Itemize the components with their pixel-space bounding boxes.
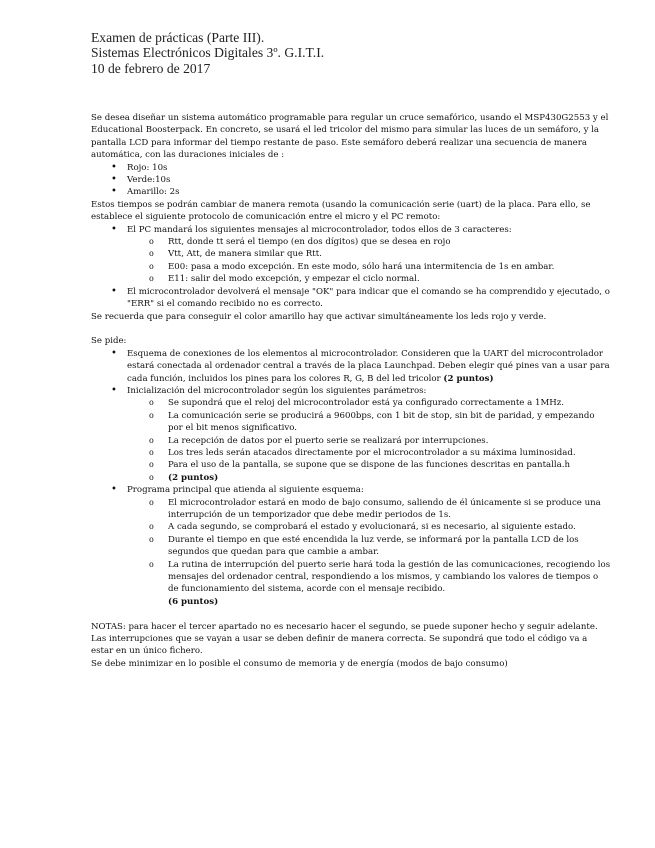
message-item: o Rtt, donde tt será el tiempo (en dos dígitos) que se desea en rojo (91, 236, 611, 248)
task-1-points: (2 puntos) (443, 373, 494, 384)
exam-title: Examen de prácticas (Parte III). (91, 30, 265, 45)
protocol-pc-text: El PC mandará los siguientes mensajes al microcontrolador, todos ellos de 3 caracteres: (127, 224, 512, 235)
reminder-paragraph: Se recuerda que para conseguir el color amarillo hay que activar simultáneamente los leds rojo y verde. (91, 311, 547, 322)
exam-body (91, 112, 611, 670)
notes-paragraph: NOTAS: para hacer el tercer apartado no es necesario hacer el segundo, se puede suponer hecho y seguir adelante. Las interrupciones que se vayan a usar se deben definir de manera correcta. Se supondrá que todo el código va a estar en un único fichero. (91, 621, 598, 657)
task-2-sub-item: o Para el uso de la pantalla, se supone que se dispone de las funciones descritas en pantalla.h (91, 459, 611, 471)
task-2-points: (2 puntos) (168, 472, 219, 483)
protocol-intro: Estos tiempos se podrán cambiar de manera remota (usando la comunicación serie (uart) de la placa. Para ello, se establece el siguiente protocolo de comunicación entre el micro y el PC remoto: (91, 199, 591, 223)
message-item: o E11: salir del modo excepción, y empezar el ciclo normal. (91, 273, 611, 285)
final-paragraph: Se debe minimizar en lo posible el consumo de memoria y de energía (modos de bajo consumo) (91, 658, 508, 669)
task-3-sub-item: o El microcontrolador estará en modo de bajo consumo, saliendo de él únicamente si se produce una interrupción de un temporizador que debe medir periodos de 1s. (91, 497, 611, 522)
task-2-sub-item: o La recepción de datos por el puerto serie se realizará por interrupciones. (91, 435, 611, 447)
task-1-text: Esquema de conexiones de los elementos al microcontrolador. Consideren que la UART del microcontrolador estará conectada al ordenador central a través de la placa Launchpad. Deben elegir qué pines van a usar para cada función, incluidos los pines para los colores R, G, B del led tricolor (127, 348, 610, 384)
task-2-points-item (91, 472, 611, 484)
task-2-text: Inicialización del microcontrolador según los siguientes parámetros: (127, 385, 427, 396)
task-item-2 (91, 385, 611, 484)
task-3-text: Programa principal que atienda al siguiente esquema: (127, 485, 364, 496)
protocol-micro-item: • El microcontrolador devolverá el mensaje "OK" para indicar que el comando se ha comprendido y ejecutado, o "ERR" si el comando recibido no es correcto. (91, 286, 611, 311)
message-item: o Vtt, Att, de manera similar que Rtt. (91, 248, 611, 260)
task-3-sub-item-last (91, 559, 611, 609)
duration-amber: • Amarillo: 2s (91, 186, 611, 198)
spacer (91, 608, 611, 620)
task-3-sublist (127, 497, 611, 609)
task-3-points: (6 puntos) (168, 596, 219, 607)
task-2-sub-item: o Se supondrá que el reloj del microcontrolador está ya configurado correctamente a 1MHz. (91, 397, 611, 409)
task-list (91, 348, 611, 609)
spacer (91, 323, 611, 335)
task-3-sub-text: La rutina de interrupción del puerto serie hará toda la gestión de las comunicaciones, recogiendo los mensajes del ordenador central, respondiendo a los mismos, y cambiando los valores de tiempos o de funcionamiento del sistema, acorde con el mensaje recibido. (168, 559, 611, 595)
task-2-sub-item: o Los tres leds serán atacados directamente por el microcontrolador a su máxima luminosidad. (91, 447, 611, 459)
task-2-sublist (127, 397, 611, 484)
task-item-1 (91, 348, 611, 385)
message-item: o E00: pasa a modo excepción. En este modo, sólo hará una intermitencia de 1s en ambar. (91, 261, 611, 273)
intro-paragraph: Se desea diseñar un sistema automático programable para regular un cruce semafórico, usando el MSP430G2553 y el Educational Boosterpack. En concreto, se usará el led tricolor del mismo para simular las luces de un semáforo, y la pantalla LCD para informar del tiempo restante de paso. Este semáforo deberá realizar una secuencia de manera automática, con las duraciones iniciales de : (91, 113, 609, 161)
exam-date: 10 de febrero de 2017 (91, 60, 211, 76)
task-2-sub-item: o La comunicación serie se producirá a 9600bps, con 1 bit de stop, sin bit de paridad, y empezando por el bit menos significativo. (91, 410, 611, 435)
task-item-3 (91, 484, 611, 608)
course-name: Sistemas Electrónicos Digitales 3º. G.I.T.I. (91, 45, 325, 61)
message-list (127, 236, 611, 286)
protocol-list (91, 224, 611, 311)
duration-green: • Verde:10s (91, 174, 611, 186)
duration-red: • Rojo: 10s (91, 162, 611, 174)
exam-header (91, 30, 324, 76)
protocol-pc-item (91, 224, 611, 286)
se-pide-label: Se pide: (91, 336, 127, 347)
task-3-sub-item: o Durante el tiempo en que esté encendida la luz verde, se informará por la pantalla LCD de los segundos que quedan para que cambie a ambar. (91, 534, 611, 559)
durations-list (91, 162, 611, 199)
task-3-sub-item: o A cada segundo, se comprobará el estado y evolucionará, si es necesario, al siguiente estado. (91, 521, 611, 533)
